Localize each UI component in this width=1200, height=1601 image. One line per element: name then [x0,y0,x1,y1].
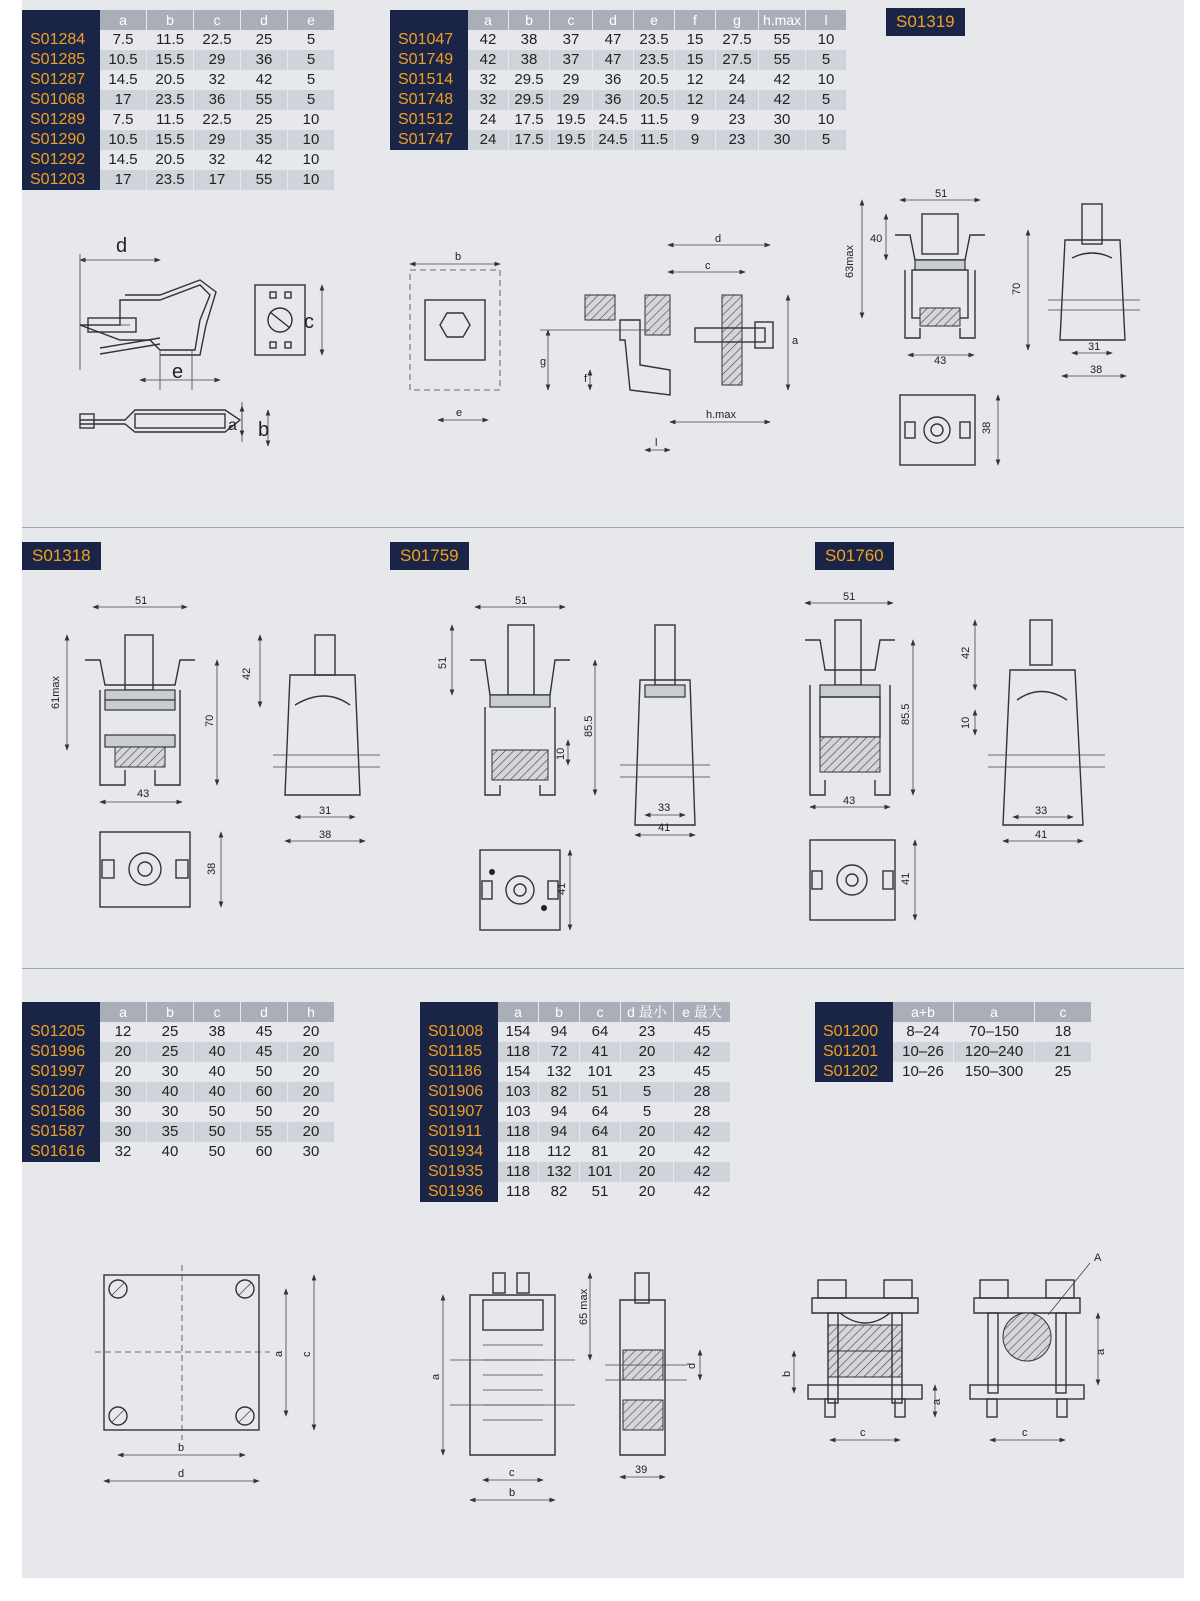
svg-text:41: 41 [1035,829,1048,841]
svg-text:e: e [172,361,184,383]
product-code: S01287 [22,70,100,90]
svg-text:b: b [781,1370,793,1377]
product-code: S01290 [22,130,100,150]
section-divider [22,968,1184,969]
svg-text:41: 41 [556,882,568,895]
svg-text:41: 41 [658,822,671,834]
bolt-terminal-drawing [400,230,820,470]
svg-text:g: g [540,356,547,368]
svg-text:a: a [430,1373,442,1380]
multi-plate-terminal-drawing [425,1255,745,1515]
product-code: S01512 [390,110,468,130]
product-code: S01936 [420,1182,498,1202]
product-code: S01911 [420,1122,498,1142]
svg-text:42: 42 [241,667,253,680]
product-code: S01748 [390,90,468,110]
product-code: S01186 [420,1062,498,1082]
product-code: S01047 [390,30,468,50]
product-code: S01068 [22,90,100,110]
svg-text:d: d [686,1362,698,1369]
product-code: S01907 [420,1102,498,1122]
product-code: S01997 [22,1062,100,1082]
section-divider [22,527,1184,528]
svg-text:51: 51 [135,595,148,607]
svg-text:d: d [116,235,128,257]
svg-text:70: 70 [204,714,216,727]
svg-text:l: l [655,437,658,449]
product-code: S01906 [420,1082,498,1102]
svg-text:c: c [509,1467,515,1479]
svg-text:f: f [584,373,588,385]
svg-text:85.5: 85.5 [900,703,912,725]
svg-text:h.max: h.max [706,409,736,421]
svg-text:a: a [792,335,799,347]
svg-text:51: 51 [437,656,449,669]
spec-table-2: a b c d e f g h.max l S01047 42 38 37 47 23.5 15 27.5 55 10 S01749 42 38 37 47 23.5 15 27.5 55 5 S01514 32 29.5 29 36 20.5 12 24 42 10 S01748 32 29.5 29 36 20.5 12 24 42 5 S01512 24 17.5 19.5 24.5 11.5 9 23 30 10 S01747 24 17.5 19.5 24.5 11.5 9 23 30 5 [390,10,847,150]
svg-text:51: 51 [935,188,948,200]
svg-text:d: d [715,233,722,245]
svg-text:40: 40 [870,233,883,245]
svg-text:a: a [273,1350,285,1357]
product-label-s01319: S01319 [886,8,965,36]
svg-text:c: c [301,1351,313,1357]
product-code: S01201 [815,1042,893,1062]
product-code: S01586 [22,1102,100,1122]
spec-table-1: a b c d e S01284 7.5 11.5 22.5 25 5 S01285 10.5 15.5 29 36 5 S01287 14.5 20.5 32 42 5 S01068 17 23.5 36 55 5 S01289 7.5 11.5 22.5 25 10 S01290 10.5 15.5 29 35 10 S01292 14.5 20.5 32 42 10 S01203 17 23.5 17 55 10 [22,10,335,190]
svg-text:A: A [1094,1252,1102,1264]
svg-text:39: 39 [635,1464,648,1476]
svg-text:51: 51 [515,595,528,607]
product-code: S01200 [815,1022,893,1042]
product-label-s01318: S01318 [22,542,101,570]
product-code: S01206 [22,1082,100,1102]
svg-text:c: c [705,260,711,272]
product-code: S01935 [420,1162,498,1182]
spec-table-3: a b c d h S01205 12 25 38 45 20 S01996 20 25 40 45 20 S01997 20 30 40 50 20 S01206 30 40 40 60 20 S01586 30 30 50 50 20 S01587 30 35 50 55 20 S01616 32 40 50 60 30 [22,1002,335,1162]
s01318-drawing [45,595,375,925]
svg-text:31: 31 [319,805,332,817]
svg-text:c: c [1022,1427,1028,1439]
product-code: S01616 [22,1142,100,1162]
product-label-s01760: S01760 [815,542,894,570]
product-code: S01934 [420,1142,498,1162]
square-plate-drawing [90,1255,350,1505]
svg-text:a: a [1095,1348,1107,1355]
svg-text:38: 38 [206,862,218,875]
product-code: S01292 [22,150,100,170]
product-code: S01285 [22,50,100,70]
svg-text:10: 10 [960,716,972,729]
svg-text:70: 70 [1011,282,1023,295]
svg-text:31: 31 [1088,341,1101,353]
svg-text:33: 33 [658,802,671,814]
product-code: S01008 [420,1022,498,1042]
svg-text:c: c [860,1427,866,1439]
product-code: S01205 [22,1022,100,1042]
product-code: S01284 [22,30,100,50]
product-code: S01747 [390,130,468,150]
svg-text:38: 38 [319,829,332,841]
svg-text:b: b [178,1442,185,1454]
svg-text:a: a [228,417,237,434]
svg-text:43: 43 [934,355,947,367]
svg-text:b: b [455,251,462,263]
clamp-terminal-drawing [781,1252,1150,1495]
product-code: S01514 [390,70,468,90]
product-code: S01587 [22,1122,100,1142]
s01759-drawing [437,595,760,955]
svg-text:b: b [509,1487,516,1499]
spec-table-4: a b c d 最小 e 最大 S01008 154 94 64 23 45 S01185 118 72 41 20 42 S01186 154 132 101 23 45 S01906 103 82 51 5 28 S01907 103 94 64 5 28 S01911 118 94 64 20 42 S01934 118 112 81 20 42 S01935 118 132 101 20 42 S01936 118 82 51 20 42 [420,1002,731,1202]
svg-text:43: 43 [843,795,856,807]
product-code: S01749 [390,50,468,70]
svg-text:42: 42 [960,646,972,659]
s01760-drawing [805,591,1145,945]
spec-table-5: a+b a c S01200 8–24 70–150 18 S01201 10–26 120–240 21 S01202 10–26 150–300 25 [815,1002,1092,1082]
svg-text:63max: 63max [844,244,856,278]
s01319-drawing [844,188,1170,480]
svg-text:c: c [304,311,314,333]
svg-text:d: d [178,1468,185,1480]
svg-text:38: 38 [1090,364,1103,376]
svg-text:10: 10 [555,747,567,760]
product-code: S01202 [815,1062,893,1082]
product-code: S01203 [22,170,100,190]
svg-text:e: e [456,407,463,419]
product-label-s01759: S01759 [390,542,469,570]
svg-text:a: a [931,1398,943,1405]
svg-text:41: 41 [900,872,912,885]
svg-text:51: 51 [843,591,856,603]
svg-text:38: 38 [981,421,993,434]
product-code: S01996 [22,1042,100,1062]
svg-text:65 max: 65 max [578,1288,590,1325]
svg-text:33: 33 [1035,805,1048,817]
svg-text:85.5: 85.5 [583,715,595,737]
svg-text:61max: 61max [50,675,62,709]
svg-text:b: b [258,419,270,441]
product-code: S01289 [22,110,100,130]
svg-text:43: 43 [137,788,150,800]
terminal-clip-drawing [60,230,314,470]
product-code: S01185 [420,1042,498,1062]
